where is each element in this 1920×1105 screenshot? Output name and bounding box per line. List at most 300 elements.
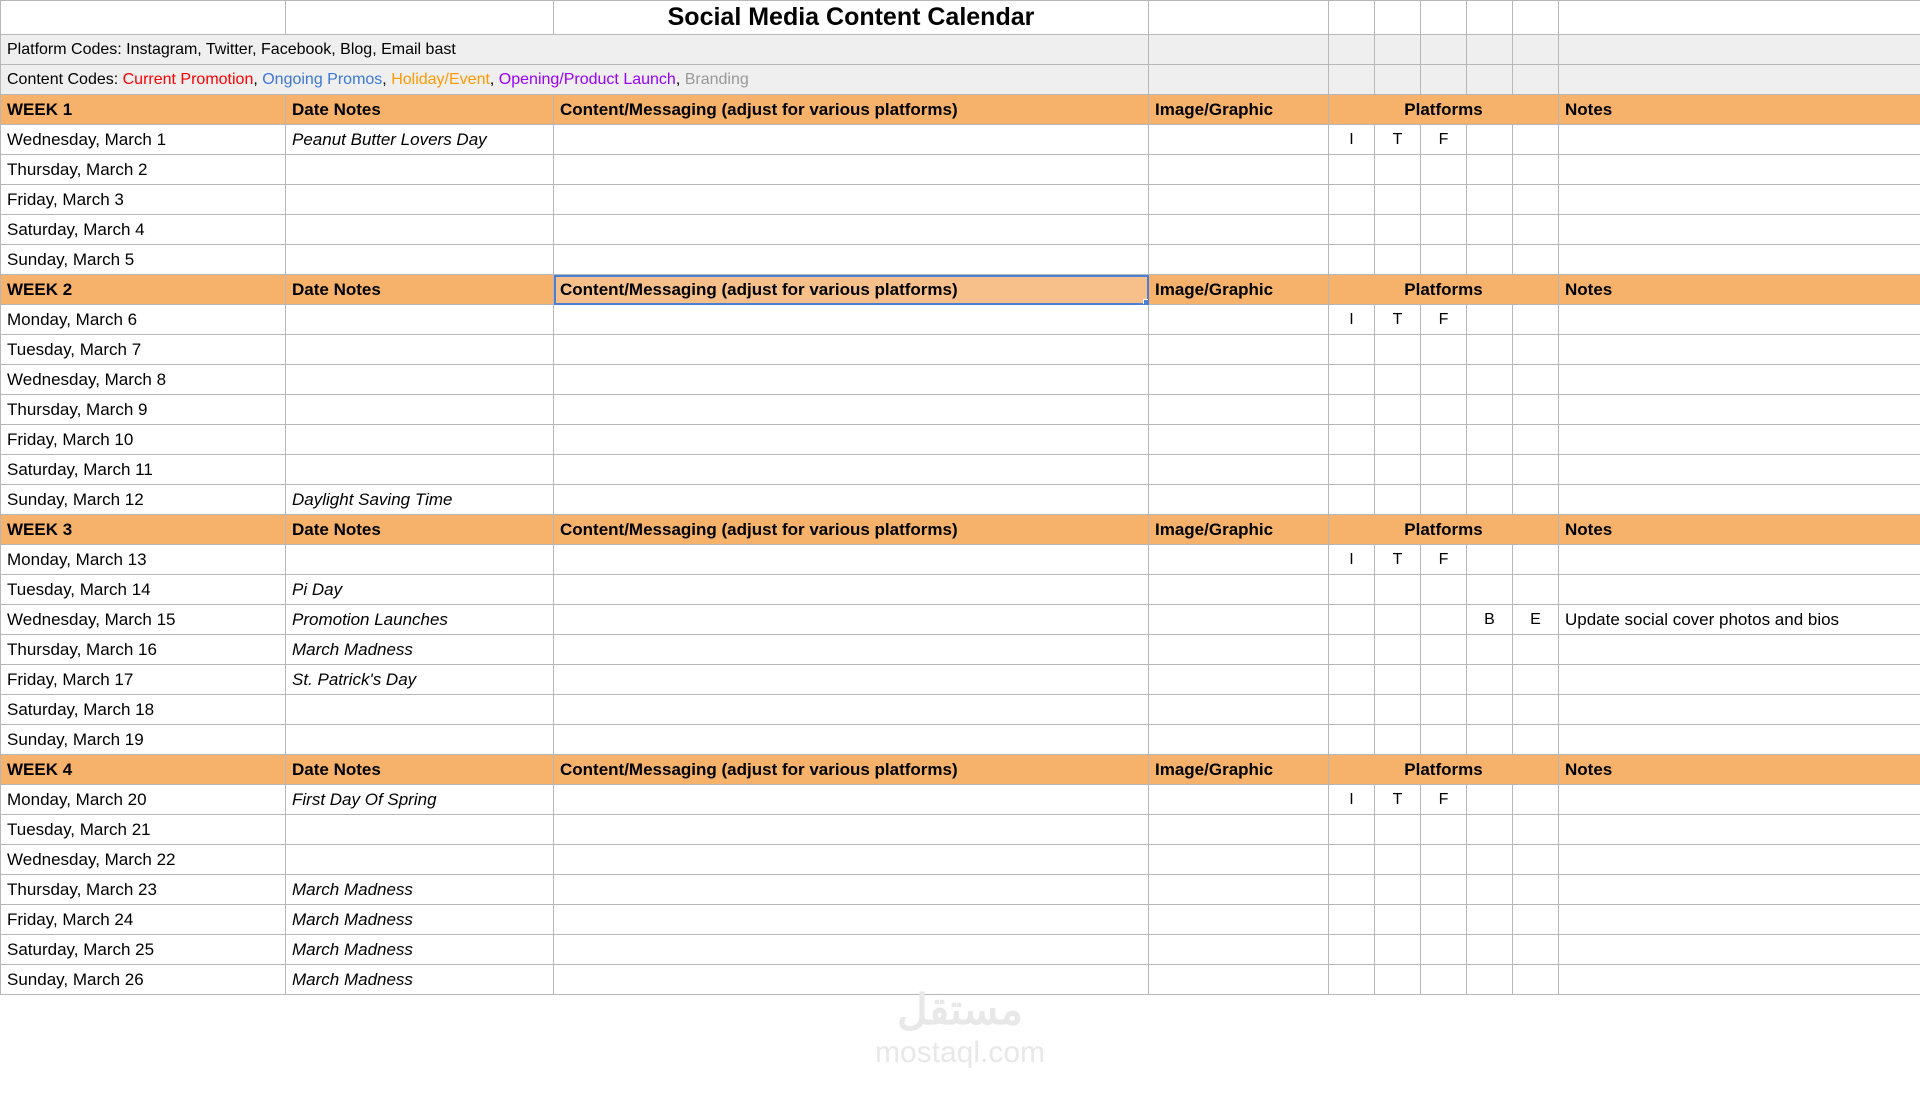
cell-platform-2[interactable] — [1375, 875, 1421, 905]
cell-platform-3[interactable] — [1421, 815, 1467, 845]
cell-platform-2[interactable] — [1375, 635, 1421, 665]
cell-platform-2[interactable]: T — [1375, 545, 1421, 575]
cell-date-note[interactable] — [286, 425, 554, 455]
cell-image[interactable] — [1149, 575, 1329, 605]
cell-date[interactable]: Tuesday, March 21 — [1, 815, 286, 845]
cell-image[interactable] — [1149, 635, 1329, 665]
cell-platform-5[interactable] — [1513, 335, 1559, 365]
cell-content[interactable] — [554, 665, 1149, 695]
cell-date[interactable]: Tuesday, March 14 — [1, 575, 286, 605]
cell-final-notes[interactable] — [1559, 665, 1920, 695]
cell-platform-2[interactable] — [1375, 215, 1421, 245]
header-notes: Notes — [1559, 95, 1920, 125]
cell-platform-4[interactable] — [1467, 905, 1513, 935]
cell-platform-3[interactable] — [1421, 485, 1467, 515]
cell-date[interactable]: Saturday, March 25 — [1, 935, 286, 965]
cell-date-note[interactable] — [286, 305, 554, 335]
cell-date[interactable]: Monday, March 6 — [1, 305, 286, 335]
cell-platform-1[interactable] — [1329, 455, 1375, 485]
cell-content[interactable] — [554, 725, 1149, 755]
cell-date[interactable]: Friday, March 10 — [1, 425, 286, 455]
cell-platform-3[interactable]: F — [1421, 545, 1467, 575]
cell-platform-3[interactable]: F — [1421, 785, 1467, 815]
cell-image[interactable] — [1149, 425, 1329, 455]
cell-image[interactable] — [1149, 455, 1329, 485]
cell-empty — [1559, 35, 1920, 65]
cell-date-note[interactable] — [286, 725, 554, 755]
cell-final-notes[interactable] — [1559, 365, 1920, 395]
cell-platform-2[interactable] — [1375, 845, 1421, 875]
table-row — [1, 635, 1920, 665]
cell-content[interactable] — [554, 605, 1149, 635]
cell-platform-4[interactable] — [1467, 305, 1513, 335]
cell-platform-4[interactable] — [1467, 815, 1513, 845]
cell-date[interactable]: Sunday, March 12 — [1, 485, 286, 515]
cell-platform-2[interactable]: T — [1375, 125, 1421, 155]
cell-platform-1[interactable] — [1329, 695, 1375, 725]
header-notes: Notes — [1559, 755, 1920, 785]
header-content-messaging[interactable]: Content/Messaging (adjust for various platforms) — [554, 95, 1149, 125]
cell-final-notes[interactable] — [1559, 905, 1920, 935]
table-row — [1, 365, 1920, 395]
cell-platform-5[interactable] — [1513, 965, 1559, 995]
cell-platform-2[interactable] — [1375, 725, 1421, 755]
cell-platform-4[interactable] — [1467, 725, 1513, 755]
cell-platform-3[interactable] — [1421, 335, 1467, 365]
cell-date-note[interactable]: March Madness — [286, 965, 554, 995]
table-row — [1, 665, 1920, 695]
cell-platform-4[interactable] — [1467, 425, 1513, 455]
table-row — [1, 785, 1920, 815]
cell-image[interactable] — [1149, 905, 1329, 935]
cell-platform-5[interactable] — [1513, 875, 1559, 905]
cell-image[interactable] — [1149, 875, 1329, 905]
cell-content[interactable] — [554, 155, 1149, 185]
cell-platform-4[interactable] — [1467, 365, 1513, 395]
cell-date-note[interactable] — [286, 245, 554, 275]
cell-content[interactable] — [554, 485, 1149, 515]
cell-platform-1[interactable] — [1329, 665, 1375, 695]
cell-platform-2[interactable] — [1375, 935, 1421, 965]
cell-image[interactable] — [1149, 215, 1329, 245]
cell-platform-5[interactable]: E — [1513, 605, 1559, 635]
cell-platform-3[interactable] — [1421, 875, 1467, 905]
cell-date[interactable]: Saturday, March 18 — [1, 695, 286, 725]
cell-platform-1[interactable] — [1329, 635, 1375, 665]
cell-content[interactable] — [554, 125, 1149, 155]
cell-platform-3[interactable] — [1421, 425, 1467, 455]
cell-image[interactable] — [1149, 695, 1329, 725]
cell-content[interactable] — [554, 935, 1149, 965]
cell-image[interactable] — [1149, 845, 1329, 875]
cell-date-note[interactable] — [286, 215, 554, 245]
cell-platform-1[interactable] — [1329, 335, 1375, 365]
cell-date[interactable]: Wednesday, March 22 — [1, 845, 286, 875]
table-row — [1, 845, 1920, 875]
cell-content[interactable] — [554, 215, 1149, 245]
cell-final-notes[interactable]: Update social cover photos and bios — [1559, 605, 1920, 635]
cell-platform-2[interactable] — [1375, 605, 1421, 635]
cell-platform-1[interactable] — [1329, 875, 1375, 905]
cell-platform-4[interactable] — [1467, 245, 1513, 275]
header-content-messaging[interactable]: Content/Messaging (adjust for various platforms) — [554, 515, 1149, 545]
cell-date-note[interactable] — [286, 365, 554, 395]
cell-platform-1[interactable] — [1329, 845, 1375, 875]
cell-platform-3[interactable] — [1421, 455, 1467, 485]
cell-platform-4[interactable] — [1467, 215, 1513, 245]
cell-image[interactable] — [1149, 935, 1329, 965]
cell-platform-3[interactable] — [1421, 665, 1467, 695]
cell-content[interactable] — [554, 185, 1149, 215]
cell-image[interactable] — [1149, 605, 1329, 635]
table-row — [1, 935, 1920, 965]
cell-date-note[interactable] — [286, 845, 554, 875]
cell-date[interactable]: Saturday, March 11 — [1, 455, 286, 485]
cell-platform-4[interactable] — [1467, 455, 1513, 485]
cell-platform-1[interactable] — [1329, 485, 1375, 515]
cell-platform-5[interactable] — [1513, 905, 1559, 935]
cell-platform-4[interactable] — [1467, 155, 1513, 185]
cell-content[interactable] — [554, 875, 1149, 905]
cell-platform-2[interactable] — [1375, 965, 1421, 995]
cell-platform-5[interactable] — [1513, 425, 1559, 455]
cell-platform-2[interactable] — [1375, 335, 1421, 365]
cell-platform-2[interactable] — [1375, 665, 1421, 695]
cell-date-note[interactable]: Daylight Saving Time — [286, 485, 554, 515]
cell-empty — [1467, 1, 1513, 35]
table-row — [1, 245, 1920, 275]
cell-final-notes[interactable] — [1559, 965, 1920, 995]
cell-platform-1[interactable] — [1329, 725, 1375, 755]
cell-date[interactable]: Sunday, March 5 — [1, 245, 286, 275]
cell-platform-5[interactable] — [1513, 935, 1559, 965]
cell-platform-2[interactable] — [1375, 455, 1421, 485]
cell-image[interactable] — [1149, 185, 1329, 215]
cell-platform-1[interactable]: I — [1329, 305, 1375, 335]
cell-empty — [1513, 1, 1559, 35]
header-platforms: Platforms — [1329, 95, 1559, 125]
cell-platform-1[interactable] — [1329, 185, 1375, 215]
cell-platform-4[interactable] — [1467, 695, 1513, 725]
cell-platform-2[interactable] — [1375, 155, 1421, 185]
cell-content[interactable] — [554, 905, 1149, 935]
cell-final-notes[interactable] — [1559, 545, 1920, 575]
cell-platform-2[interactable] — [1375, 485, 1421, 515]
table-row — [1, 965, 1920, 995]
table-row — [1, 155, 1920, 185]
cell-content[interactable] — [554, 635, 1149, 665]
cell-date-note[interactable]: March Madness — [286, 905, 554, 935]
header-image-graphic: Image/Graphic — [1149, 275, 1329, 305]
cell-platform-4[interactable] — [1467, 185, 1513, 215]
cell-final-notes[interactable] — [1559, 695, 1920, 725]
cell-image[interactable] — [1149, 125, 1329, 155]
cell-platform-5[interactable] — [1513, 215, 1559, 245]
header-content-messaging[interactable]: Content/Messaging (adjust for various platforms) — [554, 275, 1149, 305]
cell-platform-2[interactable] — [1375, 245, 1421, 275]
cell-platform-5[interactable] — [1513, 155, 1559, 185]
cell-platform-4[interactable] — [1467, 125, 1513, 155]
cell-platform-3[interactable] — [1421, 245, 1467, 275]
cell-content[interactable] — [554, 455, 1149, 485]
cell-date-note[interactable] — [286, 155, 554, 185]
cell-image[interactable] — [1149, 545, 1329, 575]
cell-date[interactable]: Wednesday, March 1 — [1, 125, 286, 155]
table-row — [1, 905, 1920, 935]
cell-image[interactable] — [1149, 365, 1329, 395]
cell-date-note[interactable]: Peanut Butter Lovers Day — [286, 125, 554, 155]
cell-image[interactable] — [1149, 725, 1329, 755]
cell-image[interactable] — [1149, 485, 1329, 515]
cell-platform-1[interactable] — [1329, 245, 1375, 275]
cell-platform-3[interactable] — [1421, 365, 1467, 395]
cell-date-note[interactable]: March Madness — [286, 635, 554, 665]
cell-date[interactable]: Thursday, March 9 — [1, 395, 286, 425]
cell-platform-2[interactable] — [1375, 905, 1421, 935]
cell-platform-3[interactable] — [1421, 185, 1467, 215]
cell-empty — [1513, 65, 1559, 95]
cell-date-note[interactable] — [286, 815, 554, 845]
cell-platform-1[interactable] — [1329, 935, 1375, 965]
cell-platform-5[interactable] — [1513, 635, 1559, 665]
cell-platform-4[interactable] — [1467, 635, 1513, 665]
cell-platform-1[interactable] — [1329, 605, 1375, 635]
cell-platform-2[interactable]: T — [1375, 785, 1421, 815]
content-code-2: Ongoing Promos — [262, 70, 383, 88]
cell-image[interactable] — [1149, 395, 1329, 425]
cell-content[interactable] — [554, 365, 1149, 395]
cell-date-note[interactable] — [286, 695, 554, 725]
cell-platform-4[interactable] — [1467, 845, 1513, 875]
cell-platform-1[interactable] — [1329, 425, 1375, 455]
cell-final-notes[interactable] — [1559, 245, 1920, 275]
cell-date[interactable]: Thursday, March 23 — [1, 875, 286, 905]
cell-platform-4[interactable] — [1467, 575, 1513, 605]
cell-platform-5[interactable] — [1513, 575, 1559, 605]
header-date-notes: Date Notes — [286, 95, 554, 125]
cell-platform-1[interactable]: I — [1329, 125, 1375, 155]
cell-date[interactable]: Thursday, March 2 — [1, 155, 286, 185]
cell-platform-3[interactable]: F — [1421, 125, 1467, 155]
cell-platform-3[interactable] — [1421, 215, 1467, 245]
cell-final-notes[interactable] — [1559, 425, 1920, 455]
cell-date[interactable]: Monday, March 13 — [1, 545, 286, 575]
cell-image[interactable] — [1149, 335, 1329, 365]
cell-date[interactable]: Monday, March 20 — [1, 785, 286, 815]
cell-empty — [1559, 1, 1920, 35]
cell-content[interactable] — [554, 545, 1149, 575]
table-row — [1, 575, 1920, 605]
cell-content[interactable] — [554, 965, 1149, 995]
cell-image[interactable] — [1149, 965, 1329, 995]
cell-platform-2[interactable] — [1375, 425, 1421, 455]
week-label: WEEK 3 — [1, 515, 286, 545]
header-image-graphic: Image/Graphic — [1149, 755, 1329, 785]
cell-platform-3[interactable] — [1421, 575, 1467, 605]
cell-content[interactable] — [554, 575, 1149, 605]
cell-platform-5[interactable] — [1513, 665, 1559, 695]
cell-date-note[interactable]: Pi Day — [286, 575, 554, 605]
cell-platform-4[interactable] — [1467, 935, 1513, 965]
header-date-notes: Date Notes — [286, 275, 554, 305]
content-codes-row — [1, 65, 1920, 95]
table-row — [1, 815, 1920, 845]
cell-platform-5[interactable] — [1513, 485, 1559, 515]
cell-date-note[interactable] — [286, 545, 554, 575]
cell-platform-1[interactable]: I — [1329, 545, 1375, 575]
cell-final-notes[interactable] — [1559, 815, 1920, 845]
cell-content[interactable] — [554, 845, 1149, 875]
cell-date-note[interactable] — [286, 395, 554, 425]
cell-platform-4[interactable] — [1467, 485, 1513, 515]
cell-final-notes[interactable] — [1559, 635, 1920, 665]
cell-date[interactable]: Friday, March 24 — [1, 905, 286, 935]
cell-platform-2[interactable] — [1375, 395, 1421, 425]
cell-content[interactable] — [554, 395, 1149, 425]
cell-platform-3[interactable] — [1421, 725, 1467, 755]
cell-date-note[interactable] — [286, 335, 554, 365]
cell-date[interactable]: Wednesday, March 15 — [1, 605, 286, 635]
cell-platform-5[interactable] — [1513, 245, 1559, 275]
cell-final-notes[interactable] — [1559, 845, 1920, 875]
cell-content[interactable] — [554, 815, 1149, 845]
cell-final-notes[interactable] — [1559, 185, 1920, 215]
cell-platform-5[interactable] — [1513, 185, 1559, 215]
week-header-row — [1, 275, 1920, 305]
cell-platform-1[interactable] — [1329, 905, 1375, 935]
cell-platform-1[interactable]: I — [1329, 785, 1375, 815]
cell-platform-4[interactable] — [1467, 875, 1513, 905]
cell-image[interactable] — [1149, 245, 1329, 275]
cell-platform-3[interactable]: F — [1421, 305, 1467, 335]
cell-platform-3[interactable] — [1421, 965, 1467, 995]
cell-date-note[interactable]: First Day Of Spring — [286, 785, 554, 815]
cell-date-note[interactable] — [286, 455, 554, 485]
cell-platform-5[interactable] — [1513, 785, 1559, 815]
cell-date[interactable]: Sunday, March 26 — [1, 965, 286, 995]
table-row — [1, 125, 1920, 155]
cell-platform-1[interactable] — [1329, 575, 1375, 605]
cell-date[interactable]: Tuesday, March 7 — [1, 335, 286, 365]
cell-date[interactable]: Wednesday, March 8 — [1, 365, 286, 395]
content-code-3: Holiday/Event — [391, 70, 490, 88]
cell-platform-2[interactable]: T — [1375, 305, 1421, 335]
cell-image[interactable] — [1149, 305, 1329, 335]
cell-platform-3[interactable] — [1421, 845, 1467, 875]
cell-final-notes[interactable] — [1559, 395, 1920, 425]
cell-final-notes[interactable] — [1559, 935, 1920, 965]
cell-platform-1[interactable] — [1329, 155, 1375, 185]
cell-platform-3[interactable] — [1421, 395, 1467, 425]
cell-content[interactable] — [554, 785, 1149, 815]
table-row — [1, 725, 1920, 755]
cell-platform-2[interactable] — [1375, 365, 1421, 395]
cell-platform-4[interactable] — [1467, 395, 1513, 425]
cell-date-note[interactable]: March Madness — [286, 935, 554, 965]
cell-platform-3[interactable] — [1421, 155, 1467, 185]
cell-final-notes[interactable] — [1559, 125, 1920, 155]
cell-platform-4[interactable] — [1467, 965, 1513, 995]
cell-platform-4[interactable] — [1467, 545, 1513, 575]
header-content-messaging[interactable]: Content/Messaging (adjust for various platforms) — [554, 755, 1149, 785]
cell-platform-3[interactable] — [1421, 605, 1467, 635]
cell-platform-4[interactable] — [1467, 335, 1513, 365]
cell-image[interactable] — [1149, 785, 1329, 815]
cell-date-note[interactable]: Promotion Launches — [286, 605, 554, 635]
cell-image[interactable] — [1149, 665, 1329, 695]
cell-content[interactable] — [554, 695, 1149, 725]
cell-image[interactable] — [1149, 815, 1329, 845]
cell-platform-5[interactable] — [1513, 815, 1559, 845]
cell-platform-1[interactable] — [1329, 815, 1375, 845]
cell-platform-4[interactable] — [1467, 665, 1513, 695]
cell-platform-3[interactable] — [1421, 635, 1467, 665]
cell-content[interactable] — [554, 245, 1149, 275]
cell-platform-2[interactable] — [1375, 185, 1421, 215]
cell-platform-4[interactable] — [1467, 785, 1513, 815]
cell-platform-3[interactable] — [1421, 695, 1467, 725]
cell-content[interactable] — [554, 425, 1149, 455]
cell-date[interactable]: Thursday, March 16 — [1, 635, 286, 665]
cell-final-notes[interactable] — [1559, 305, 1920, 335]
cell-date[interactable]: Sunday, March 19 — [1, 725, 286, 755]
cell-date-note[interactable]: March Madness — [286, 875, 554, 905]
cell-platform-5[interactable] — [1513, 725, 1559, 755]
header-platforms: Platforms — [1329, 275, 1559, 305]
cell-date[interactable]: Friday, March 3 — [1, 185, 286, 215]
cell-content[interactable] — [554, 335, 1149, 365]
header-date-notes: Date Notes — [286, 755, 554, 785]
cell-date[interactable]: Friday, March 17 — [1, 665, 286, 695]
cell-platform-1[interactable] — [1329, 965, 1375, 995]
cell-platform-1[interactable] — [1329, 365, 1375, 395]
cell-final-notes[interactable] — [1559, 215, 1920, 245]
cell-platform-3[interactable] — [1421, 935, 1467, 965]
cell-platform-3[interactable] — [1421, 905, 1467, 935]
cell-image[interactable] — [1149, 155, 1329, 185]
cell-platform-2[interactable] — [1375, 695, 1421, 725]
cell-platform-5[interactable] — [1513, 365, 1559, 395]
cell-date[interactable]: Saturday, March 4 — [1, 215, 286, 245]
cell-platform-5[interactable] — [1513, 455, 1559, 485]
cell-platform-5[interactable] — [1513, 395, 1559, 425]
cell-content[interactable] — [554, 305, 1149, 335]
cell-final-notes[interactable] — [1559, 455, 1920, 485]
cell-final-notes[interactable] — [1559, 155, 1920, 185]
cell-platform-1[interactable] — [1329, 395, 1375, 425]
cell-platform-5[interactable] — [1513, 845, 1559, 875]
cell-platform-1[interactable] — [1329, 215, 1375, 245]
cell-final-notes[interactable] — [1559, 335, 1920, 365]
cell-platform-2[interactable] — [1375, 575, 1421, 605]
cell-final-notes[interactable] — [1559, 785, 1920, 815]
cell-platform-5[interactable] — [1513, 695, 1559, 725]
cell-final-notes[interactable] — [1559, 485, 1920, 515]
cell-platform-5[interactable] — [1513, 545, 1559, 575]
cell-platform-5[interactable] — [1513, 305, 1559, 335]
header-image-graphic: Image/Graphic — [1149, 95, 1329, 125]
cell-final-notes[interactable] — [1559, 875, 1920, 905]
cell-final-notes[interactable] — [1559, 725, 1920, 755]
cell-final-notes[interactable] — [1559, 575, 1920, 605]
cell-platform-4[interactable]: B — [1467, 605, 1513, 635]
cell-date-note[interactable] — [286, 185, 554, 215]
cell-date-note[interactable]: St. Patrick's Day — [286, 665, 554, 695]
table-row — [1, 695, 1920, 725]
cell-platform-2[interactable] — [1375, 815, 1421, 845]
cell-platform-5[interactable] — [1513, 125, 1559, 155]
platform-codes-row — [1, 35, 1920, 65]
